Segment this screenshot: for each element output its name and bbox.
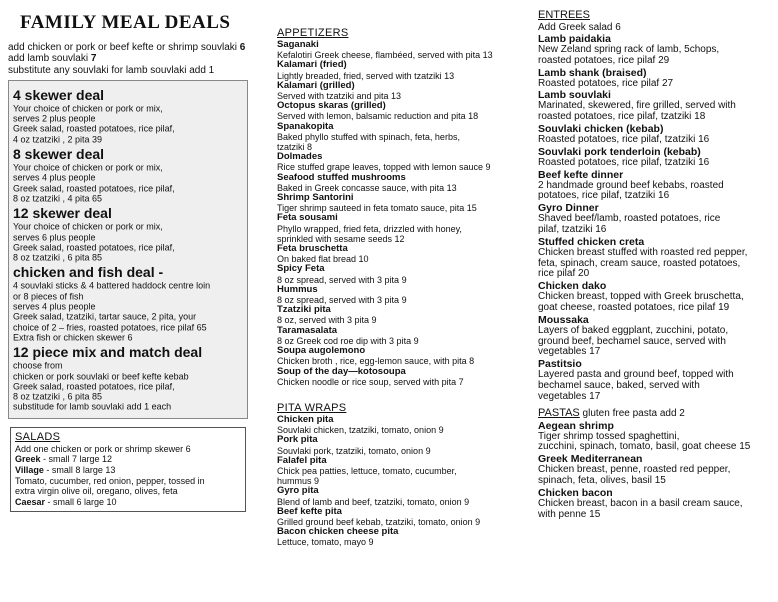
menu-item-desc: roasted potatoes, rice pilaf 29 [538,54,670,66]
menu-item-name: Aegean shrimp [538,419,614,432]
menu-item-desc: Souvlaki chicken, tzatziki, tomato, onion 9 [277,425,444,436]
menu-item-desc: hummus 9 [277,476,320,487]
menu-item-name: Gyro Dinner [538,202,599,215]
entrees-add-line: Add Greek salad 6 [538,22,621,33]
menu-item-desc: pilaf, tzatziki 16 [538,223,607,235]
menu-item-name: Lamb shank (braised) [538,66,647,79]
menu-item-desc: Marinated, skewered, fire grilled, served with [538,100,736,112]
menu-item-desc: 8 oz, served with 3 pita 9 [277,315,377,326]
entrees-list [538,33,774,403]
menu-item-desc: bechamel sauce, baked, served with [538,379,700,391]
deal-title: chicken and fish deal - [13,264,164,281]
deal-line: serves 2 plus people [13,113,96,124]
menu-item-desc: sprinkled with sesame seeds 12 [277,233,405,244]
salad-text: extra virgin olive oil, oregano, olives, feta [15,486,178,497]
deal-line: Greek salad, roasted potatoes, rice pilaf, [13,241,175,253]
salads-box [10,427,246,513]
menu-item-desc: Baked phyllo stuffed with spinach, feta, herbs, [277,131,460,142]
salads-list [15,444,241,508]
deal-line: chicken or pork souvlaki or beef kefte kebab [13,370,189,382]
deal-line: Your choice of chicken or pork or mix, [13,221,163,232]
pastas-list [538,420,774,521]
menu-item-desc: Served with tzatziki and pita 13 [277,91,402,102]
menu-item-desc: Tiger shrimp sauteed in feta tomato sauce, pita 15 [277,203,477,214]
menu-item-desc: Chicken noodle or rice soup, served with pita 7 [277,376,464,387]
menu-item-name: Greek Mediterranean [538,453,643,466]
menu-item-name: Tzatziki pita [277,304,331,316]
menu-item-name: Chicken pita [277,413,334,425]
menu-item-desc: Roasted potatoes, rice pilaf, tzatziki 16 [538,133,710,145]
menu-item-name: Saganaki [277,39,319,50]
deal-line: Greek salad, roasted potatoes, rice pilaf, [13,380,175,392]
salad-name: Caesar [15,496,46,507]
menu-item-desc: Kefalotiri Greek cheese, flambéed, served with pita 13 [277,50,493,61]
deal-line: choice of 2 – fries, roasted potatoes, rice pilaf 65 [13,321,207,333]
intro-line: substitute any souvlaki for lamb souvlaki add 1 [8,64,215,76]
salad-name: Village [15,464,44,475]
menu-item-name: Soup of the day—kotosoupa [277,365,406,377]
menu-item-desc: Lightly breaded, fried, served with tzatziki 13 [277,70,455,81]
menu-item-desc: vegetables 17 [538,390,601,402]
intro-line: add chicken or pork or beef kefte or shrimp souvlaki 6 [8,42,246,53]
menu-item-desc: Chicken breast stuffed with roasted red pepper, [538,246,748,258]
salad-name: Greek [15,454,41,465]
menu-item-name: Feta bruschetta [277,243,348,255]
deal-line: choose from [13,360,63,371]
menu-item-desc: zucchini, spinach, tomato, basil, goat cheese 15 [538,441,751,453]
deals-box [8,80,248,419]
menu-item-name: Octopus skaras (grilled) [277,100,386,112]
deal-line: Greek salad, roasted potatoes, rice pilaf, [13,123,175,134]
deal-line: 4 oz tzatziki , 2 pita 39 [13,133,103,145]
menu-item-name: Beef kefte dinner [538,168,624,181]
menu-item-name: Shrimp Santorini [277,192,354,204]
salads-heading: SALADS [15,430,61,443]
menu-item-desc: Shaved beef/lamb, roasted potatoes, rice [538,213,721,225]
deal-line: substitude for lamb souvlaki add 1 each [13,401,172,412]
pastas-heading: PASTAS [538,406,580,419]
family-meal-column [8,0,258,512]
menu-item-desc: goat cheese, roasted potatoes, rice pilaf 19 [538,301,730,313]
menu-item-name: Gyro pita [277,485,319,497]
menu-item-desc: spinach, feta, olives, basil 15 [538,474,666,486]
menu-item-desc: Layers of baked eggplant, zucchini, potato, [538,324,729,336]
menu-item-name: Stuffed chicken creta [538,235,645,248]
appetizers-heading: APPETIZERS [277,27,349,39]
menu-item-desc: potatoes, rice pilaf, tzatziki 16 [538,190,670,202]
menu-item-desc: Chicken broth , rice, egg-lemon sauce, with pita 8 [277,356,475,367]
deal-line: serves 4 plus people [13,301,96,312]
menu-item-name: Hummus [277,283,318,295]
salad-line [15,476,241,487]
salad-line [15,497,241,508]
menu-item-desc: tzatziki 8 [277,142,313,153]
deal-line: 8 oz tzatziki , 4 pita 65 [13,192,103,204]
menu-item-desc: 8 oz Greek cod roe dip with 3 pita 9 [277,335,419,346]
deal-line: Your choice of chicken or pork or mix, [13,102,163,114]
deal-line: 4 souvlaki sticks & 4 battered haddock centre loin [13,280,211,291]
deal-title: 12 skewer deal [13,205,112,222]
menu-item-name: Soupa augolemono [277,345,366,357]
menu-item-name: Souvlaki chicken (kebab) [538,122,664,135]
menu-item-name: Kalamari (fried) [277,59,347,71]
entrees-heading: ENTREES [538,9,590,21]
menu-item-desc: 8 oz spread, served with 3 pita 9 [277,274,407,285]
menu-item-name: Souvlaki pork tenderloin (kebab) [538,145,701,158]
menu-item-desc: Phyllo wrapped, fried feta, drizzled with honey, [277,223,462,234]
menu-item-desc: feta, spinach, cream sauce, roasted potatoes, [538,257,741,269]
menu-item-desc: 8 oz spread, served with 3 pita 9 [277,295,407,306]
menu-item-name: Pastitsio [538,358,582,371]
menu-item-name: Spanakopita [277,120,334,132]
salad-text: - small 8 large 13 [43,464,116,475]
menu-item-name: Lamb paidakia [538,33,611,45]
pita-heading: PITA WRAPS [277,401,347,414]
menu-item-desc: rice pilaf 20 [538,268,590,280]
deal-line: Greek salad, tzatziki, tartar sauce, 2 pita, your [13,311,197,322]
deal-line: Greek salad, roasted potatoes, rice pilaf, [13,182,175,194]
family-intro [8,42,258,76]
menu-item-desc: On baked flat bread 10 [277,254,369,265]
salad-line [15,454,241,465]
menu-item-desc: Tiger shrimp tossed spaghettini, [538,430,680,442]
menu-item-desc: ground beef, bechamel sauce, served with [538,335,726,347]
menu-item-name: Seafood stuffed mushrooms [277,171,406,183]
salad-line [15,465,241,476]
salad-text: Add one chicken or pork or shrimp skewer 6 [15,443,191,454]
menu-item-desc: Layered pasta and ground beef, topped with [538,369,734,381]
menu-item-name: Moussaka [538,313,589,326]
pita-list [277,415,527,548]
deal-line: or 8 pieces of fish [13,290,84,302]
menu-item-desc: Blend of lamb and beef, tzatziki, tomato, onion 9 [277,496,470,507]
menu-item-desc: Chick pea patties, lettuce, tomato, cucumber, [277,465,457,476]
deal-line: serves 6 plus people [13,231,96,243]
menu-item-desc: Baked in Greek concasse sauce, with pita 13 [277,182,457,193]
menu-item-name: Taramasalata [277,324,338,336]
deal-line: Your choice of chicken or pork or mix, [13,162,163,173]
menu-item-name: Lamb souvlaki [538,89,611,102]
menu-item-desc: Grilled ground beef kebab, tzatziki, tomato, onion 9 [277,516,481,527]
deal-line: Extra fish or chicken skewer 6 [13,331,133,343]
entrees-column [538,0,774,520]
appetizers-column [277,0,527,548]
salad-line [15,486,241,497]
menu-item-name: Chicken dako [538,280,607,293]
menu-item-desc: Chicken breast, penne, roasted red pepper, [538,464,731,476]
salad-line [15,444,241,455]
menu-item-name: Beef kefte pita [277,505,342,517]
menu-item-desc: Roasted potatoes, rice pilaf 27 [538,77,674,89]
menu-item-desc: New Zeland spring rack of lamb, 5chops, [538,44,720,55]
menu-item-desc: Souvlaki pork, tzatziki, tomato, onion 9 [277,445,431,456]
menu-item-name: Bacon chicken cheese pita [277,526,399,538]
salad-text: - small 7 large 12 [40,454,113,465]
deal-line: serves 4 plus people [13,172,96,183]
deal-title: 12 piece mix and match deal [13,344,203,361]
menu-item-name: Spicy Feta [277,263,325,275]
menu-item-desc: with penne 15 [538,508,601,520]
pastas-note: gluten free pasta add 2 [579,407,685,419]
deal-line: 8 oz tzatziki , 6 pita 85 [13,252,103,263]
deal-title: 4 skewer deal [13,86,105,103]
deal-line: 8 oz tzatziki , 6 pita 85 [13,391,103,402]
appetizers-list [277,40,527,387]
intro-line: add lamb souvlaki 7 [8,53,97,65]
menu-item-desc: Chicken breast, topped with Greek bruschetta, [538,291,744,303]
menu-item-desc: 2 handmade ground beef kebabs, roasted [538,179,724,191]
menu-item-name: Pork pita [277,434,318,446]
menu-item-desc: Lettuce, tomato, mayo 9 [277,537,374,548]
menu-item-name: Chicken bacon [538,486,613,499]
salad-text: - small 6 large 10 [45,496,117,507]
menu-item-name: Kalamari (grilled) [277,79,355,91]
family-meal-title: FAMILY MEAL DEALS [20,12,231,33]
menu-item-name: Feta sousami [277,212,338,224]
menu-item-desc: Roasted potatoes, rice pilaf, tzatziki 16 [538,156,710,168]
menu-item-desc: Chicken breast, bacon in a basil cream sauce, [538,497,743,509]
pastas-heading-row [538,407,774,420]
menu-item-desc: Rice stuffed grape leaves, topped with lemon sauce 9 [277,162,491,173]
menu-item-name: Dolmades [277,151,323,163]
salad-text: Tomato, cucumber, red onion, pepper, tossed in [15,475,205,486]
menu-item-desc: vegetables 17 [538,346,601,358]
menu-item-desc: roasted potatoes, rice pilaf, tzatziki 18 [538,111,706,123]
menu-item-desc: Served with lemon, balsamic reduction and pita 18 [277,111,479,122]
deal-title: 8 skewer deal [13,146,105,163]
menu-item-name: Falafel pita [277,454,327,466]
